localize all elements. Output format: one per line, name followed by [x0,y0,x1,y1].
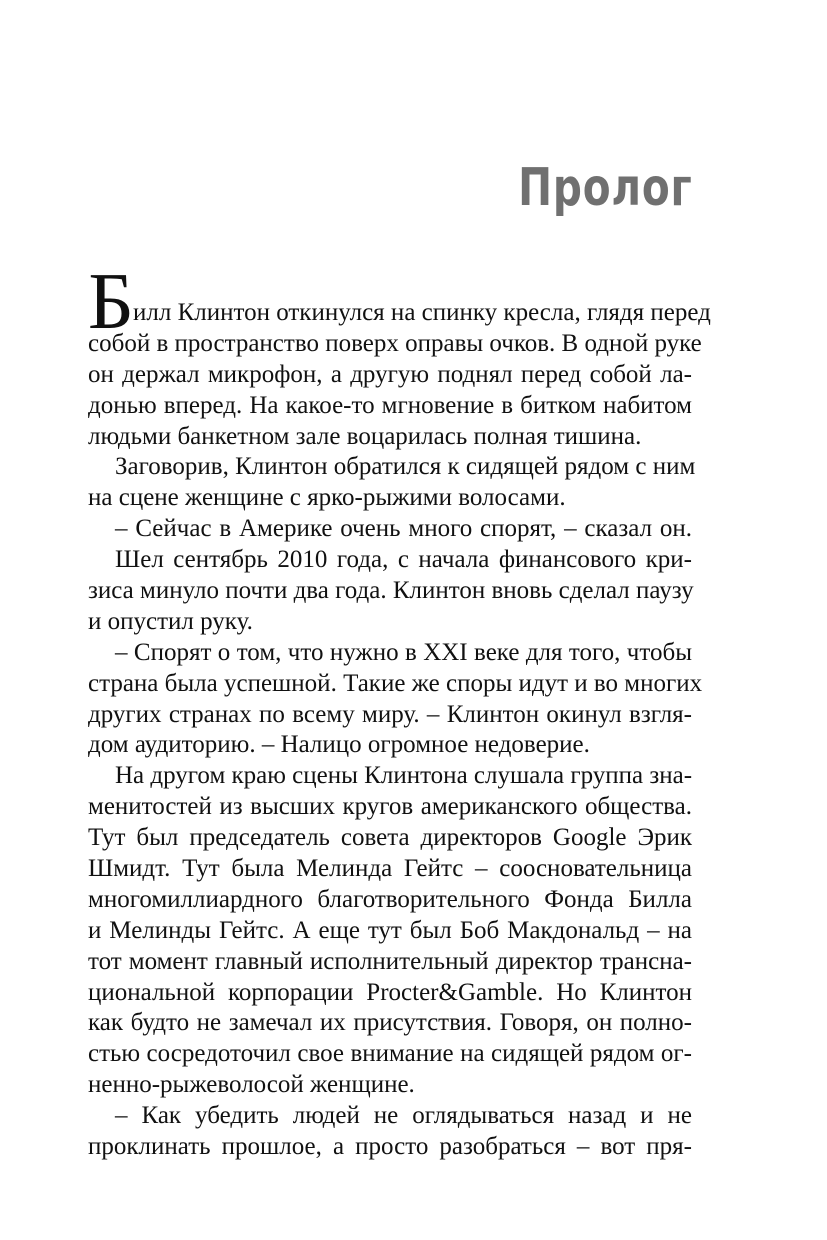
text-line: – Как убедить людей не оглядываться назад и не [115,1102,692,1130]
drop-cap: Б [88,258,134,346]
text-line: ненно-рыжеволосой женщине. [88,1071,415,1099]
text-line: менитостей из высших кругов американского общества. [88,793,692,821]
text-line: многомиллиардного благотворительного Фонда Билла [88,885,692,913]
text-line: он держал микрофон, а другую поднял перед собой ла- [88,360,692,388]
text-line: На другом краю сцены Клинтона слушала группа зна- [115,762,693,790]
text-line: проклинать прошлое, а просто разобраться – вот пря- [88,1133,692,1161]
text-line: как будто не замечал их присутствия. Говоря, он полно- [88,1009,692,1037]
text-line: тот момент главный исполнительный директор трансна- [88,947,692,975]
text-line: зиса минуло почти два года. Клинтон вновь сделал паузу [88,577,694,605]
text-line: других странах по всему миру. – Клинтон окинул взгля- [88,700,692,728]
text-line: Заговорив, Клинтон обратился к сидящей рядом с ним [115,453,696,481]
text-line: Тут был председатель совета директоров Google Эрик [88,824,692,852]
text-line: Шел сентябрь 2010 года, с начала финансового кри- [115,546,692,574]
text-line: и Мелинды Гейтс. А еще тут был Боб Макдональд – на [88,916,692,944]
text-line: собой в пространство поверх оправы очков. В одной руке [88,329,702,357]
text-line: страна была успешной. Такие же споры идут и во многих [88,669,703,697]
text-line: на сцене женщине с ярко-рыжими волосами. [88,484,566,512]
text-line: – Сейчас в Америке очень много спорят, – сказал он. [115,515,692,543]
text-line: циональной корпорации Procter&Gamble. Но Клинтон [88,978,692,1006]
body-text [88,298,711,1163]
chapter-title: Пролог [517,158,692,218]
text-line: донью вперед. На какое-то мгновение в битком набитом [88,391,692,419]
text-line: людьми банкетном зале воцарилась полная тишина. [88,422,642,450]
text-line: дом аудиторию. – Налицо огромное недоверие. [88,731,590,759]
text-line: илл Клинтон откинулся на спинку кресла, глядя перед [133,299,711,326]
text-line: стью сосредоточил свое внимание на сидящей рядом ог- [88,1040,692,1068]
text-line: – Спорят о том, что нужно в XXI веке для того, чтобы [115,638,692,666]
text-line: и опустил руку. [88,607,253,635]
text-line: Шмидт. Тут была Мелинда Гейтс – соосновательница [88,855,692,883]
